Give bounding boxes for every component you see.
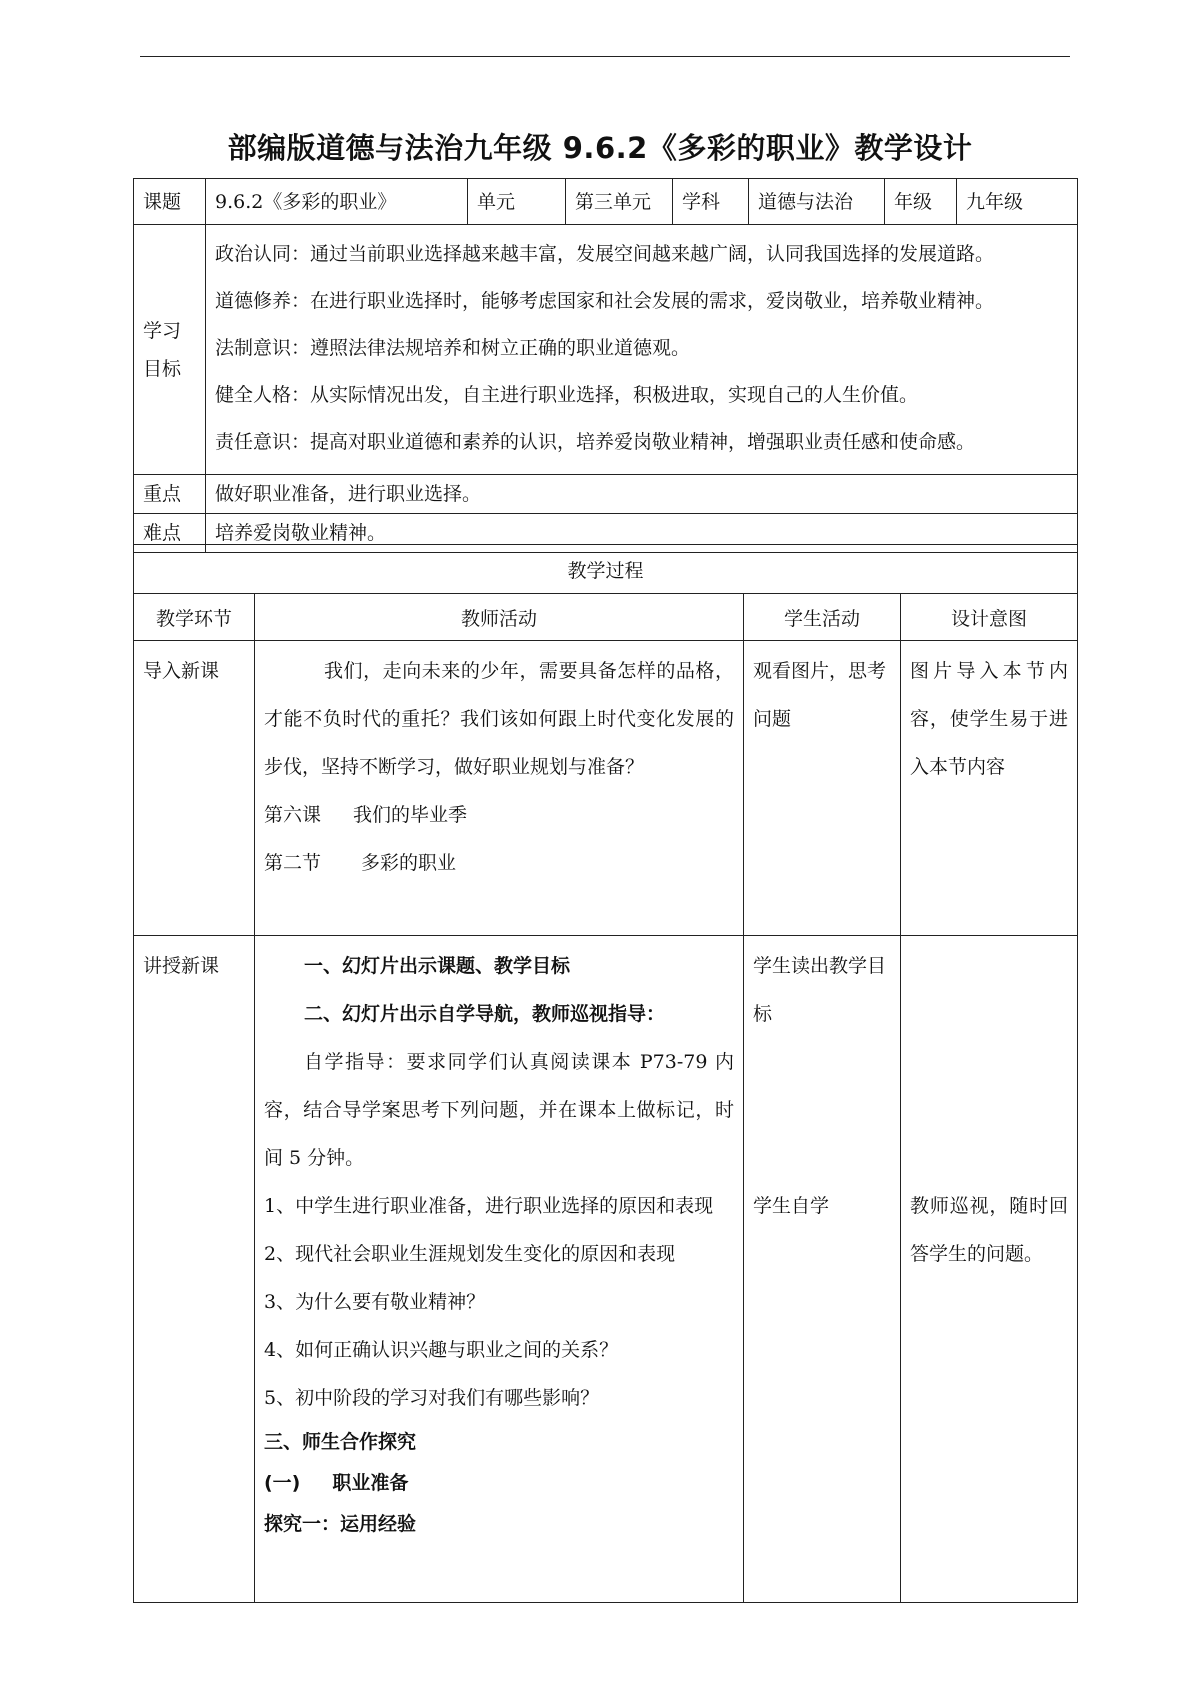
- question-item: 3、为什么要有敬业精神？: [264, 1291, 486, 1313]
- question-item: 5、初中阶段的学习对我们有哪些影响？: [264, 1387, 600, 1409]
- goal-item: 法制意识：遵照法律法规培养和树立正确的职业道德观。: [215, 337, 691, 359]
- step-heading: 一、幻灯片出示课题、教学目标: [304, 955, 571, 977]
- header-rule: [140, 56, 1070, 57]
- goal-item: 责任意识：提高对职业道德和素养的认识，培养爱岗敬业精神，增强职业责任感和使命感。: [215, 431, 976, 453]
- intro-row: [134, 641, 1078, 936]
- sub-heading-number: (一): [264, 1472, 301, 1494]
- key-point-row: [134, 475, 1078, 514]
- difficulty-label: 难点: [134, 514, 206, 553]
- topic-label: 课题: [134, 179, 206, 225]
- difficulty-value: 培养爱岗敬业精神。: [206, 514, 1078, 553]
- design-intent: 教师巡视，随时回答学生的问题。: [910, 1195, 1069, 1265]
- student-activity: 观看图片，思考问题: [753, 660, 887, 730]
- stage-label: 讲授新课: [143, 955, 220, 977]
- teach-row: [134, 936, 1078, 1603]
- subject-value: 道德与法治: [749, 179, 885, 225]
- column-header: 设计意图: [901, 594, 1078, 641]
- intent-cell: [901, 936, 1078, 1603]
- lesson-number: 第六课: [264, 804, 322, 826]
- question-item: 4、如何正确认识兴趣与职业之间的关系？: [264, 1339, 619, 1361]
- section-number: 第二节: [264, 852, 322, 874]
- student-activity: 学生读出教学目标: [753, 955, 887, 1025]
- section-line: [264, 839, 734, 887]
- column-header: 学生活动: [744, 594, 901, 641]
- stage-label: 导入新课: [143, 660, 220, 682]
- sub-heading-title: 职业准备: [332, 1472, 409, 1494]
- step-heading: 三、师生合作探究: [264, 1431, 417, 1453]
- grade-label: 年级: [885, 179, 957, 225]
- goal-item: 道德修养：在进行职业选择时，能够考虑国家和社会发展的需求，爱岗敬业，培养敬业精神。: [215, 290, 995, 312]
- question-item: 1、中学生进行职业准备，进行职业选择的原因和表现: [264, 1195, 714, 1217]
- topic-value: 9.6.2《多彩的职业》: [206, 179, 468, 225]
- lesson-line: [264, 791, 734, 839]
- intro-paragraph: 我们，走向未来的少年，需要具备怎样的品格，才能不负时代的重托？我们该如何跟上时代变化发展的步伐，坚持不断学习，做好职业规划与准备？: [264, 660, 734, 778]
- student-activity-cell: [744, 936, 901, 1603]
- unit-label: 单元: [468, 179, 566, 225]
- sub-heading: [264, 1463, 734, 1504]
- process-title: 教学过程: [134, 545, 1078, 594]
- column-header: 教师活动: [255, 594, 744, 641]
- design-intent: 图片导入本节内容，使学生易于进入本节内容: [910, 660, 1069, 778]
- info-table: [133, 178, 1078, 553]
- self-study-guide: 自学指导：要求同学们认真阅读课本 P73-79 内容，结合导学案思考下列问题，并在课本上做标记，时间 5 分钟。: [264, 1051, 734, 1169]
- unit-value: 第三单元: [566, 179, 673, 225]
- section-name: 多彩的职业: [361, 852, 457, 874]
- teacher-activity-cell: [255, 641, 744, 936]
- subject-label: 学科: [673, 179, 749, 225]
- process-table: [133, 544, 1078, 1603]
- goal-item: 政治认同：通过当前职业选择越来越丰富，发展空间越来越广阔，认同我国选择的发展道路。: [215, 243, 995, 265]
- grade-value: 九年级: [957, 179, 1078, 225]
- process-header-row: [134, 594, 1078, 641]
- key-point-label: 重点: [134, 475, 206, 514]
- process-title-row: [134, 545, 1078, 594]
- stage-cell: [134, 641, 255, 936]
- goal-item: 健全人格：从实际情况出发，自主进行职业选择，积极进取，实现自己的人生价值。: [215, 384, 919, 406]
- question-item: 2、现代社会职业生涯规划发生变化的原因和表现: [264, 1243, 676, 1265]
- teacher-activity-cell: [255, 936, 744, 1603]
- column-header: 教学环节: [134, 594, 255, 641]
- info-row: [134, 179, 1078, 225]
- goals-list: [206, 225, 1078, 475]
- stage-cell: [134, 936, 255, 1603]
- student-activity: 学生自学: [753, 1195, 830, 1217]
- student-activity-cell: [744, 641, 901, 936]
- explore-heading: 探究一：运用经验: [264, 1513, 417, 1535]
- goals-row: [134, 225, 1078, 475]
- key-point-value: 做好职业准备，进行职业选择。: [206, 475, 1078, 514]
- lesson-name: 我们的毕业季: [353, 804, 468, 826]
- step-heading: 二、幻灯片出示自学导航，教师巡视指导：: [304, 1003, 666, 1025]
- document-title: 部编版道德与法治九年级 9.6.2《多彩的职业》教学设计: [227, 131, 973, 165]
- goals-label: 学习目标: [134, 225, 206, 475]
- intent-cell: [901, 641, 1078, 936]
